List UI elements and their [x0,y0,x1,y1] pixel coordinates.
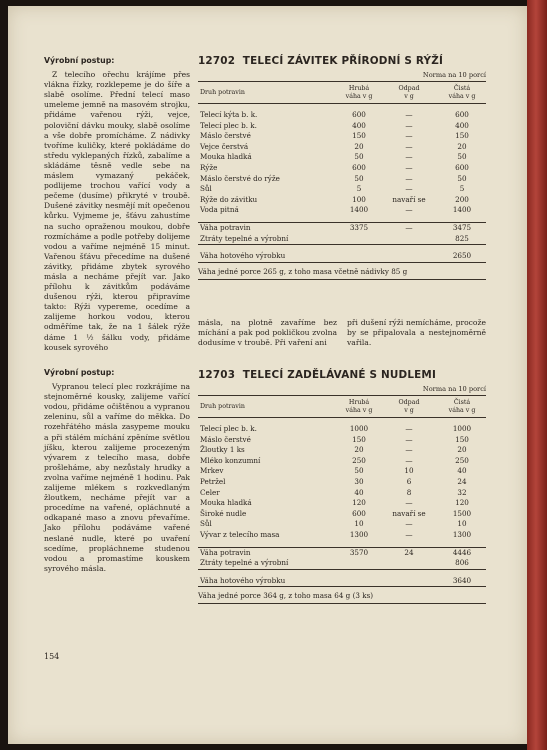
method-title: Výrobní postup: [44,368,115,377]
ingredients-table [198,395,486,587]
total-row: Váha potravin 3375 — 3475 [198,222,486,233]
losses-row: Ztráty tepelné a výrobní 806 [198,558,486,569]
table-row: Telecí plec b. k. 1000 — 1000 [200,424,472,433]
col-net: Čistá váha v g [438,396,486,418]
col-name: Druh potravin [198,396,338,418]
table-row: Máslo čerstvé 150 — 150 [200,131,469,141]
table-row: Sůl 10 — 10 [200,519,467,529]
col-waste: Odpad v g [380,396,438,418]
table-row: Široké nudle 600 navaří se 1500 [200,508,472,518]
table-row: Voda pitná 1400 — 1400 [200,205,472,215]
losses-row: Ztráty tepelné a výrobní 825 [198,234,486,245]
ingredients-table [198,81,486,263]
book-spine [527,0,547,750]
table-row: Máslo čerstvé do rýže 50 — 50 [200,173,467,183]
table-row: Mléko konzumní 250 — 250 [200,455,469,465]
portion-note: Váha jedné porce 265 g, z toho masa včetně nádivky 85 g [198,267,486,280]
col-gross: Hrubá váha v g [338,396,380,418]
table-row: Mrkev 50 10 40 [200,466,467,476]
method-text: Z telecího ořechu krájíme přes vlákna řízky, rozklepeme je do šíře a slabě osolíme. Přední telecí maso umeleme jemně na masovém strojku, přidáme vařenou rýži, vejce, poloviční dávku mouky, slabě osolíme a vše dobře promícháme. Z nádivky tvoříme kuličky, které pokládáme do středu vyklepaných řízků, zabalíme a skládáme těsně vedle sebe na máslem vymazaný pekáček, podlijeme trochou vařící vody a pečeme (dusíme) přikryté v troubě. Dušené závitky nesmějí mít opečenou kůrku. Vyjmeme je, šťávu zahustíme na sucho opraženou moukou, dobře rozmícháme a podle potřeby dolijeme vodou a vaříme nejméně 15 minut. Vařenou šťávu přecedíme na dušené závitky, přidáme zbytek syrového másla a necháme přejít var. Jako přílohu k závitkům podáváme dušenou rýži, kterou připravíme takto: Rýži vypereme, ocedíme a zalijeme horkou vodou, kterou odměříme tak, že na 1 šálek rýže dáme 1 ½ šálku vody, přidáme kousek syrového [44,70,190,352]
table-row: Celer 40 8 32 [200,487,467,497]
table-row: Žloutky 1 ks 20 — 20 [200,445,467,455]
recipe-title: 12702 TELECÍ ZÁVITEK PŘÍRODNÍ S RÝŽÍ [198,55,444,67]
method-title: Výrobní postup: [44,56,115,65]
table-row: Petržel 30 6 24 [200,476,467,486]
method-text: Vypranou telecí plec rozkrájíme na stejnoměrné kousky, zalijeme vařící vodou, přidáme očištěnou a vypranou zeleninu, sůl a vaříme do měkka. Do rozehřátého másla zasypeme mouku a při stálém míchání zpěníme světlou jíšku, kterou zalijeme procezeným vývarem z telecího masa, dobře prošleháme, aby nezůstaly hrudky a zvolna vaříme nejméně 1 hodinu. Pak zalijeme mlékem s rozkvedlaným žloutkem, necháme přejít var a procedíme na vařené, opláchnuté a odkapané maso a znovu převaříme. Jako přílohu podáváme vařené neslané nudle, které po uvaření scedíme, propláchneme studenou vodou a promastíme kouskem syrového másla. [44,382,190,573]
table-row: Rýže 600 — 600 [200,162,469,172]
col-net: Čistá váha v g [438,82,486,104]
total-row: Váha potravin 3570 24 4446 [198,547,486,558]
table-row: Mouka hladká 120 — 120 [200,498,469,508]
table-row: Rýže do závitku 100 navaří se 200 [200,194,469,204]
col-gross: Hrubá váha v g [338,82,380,104]
method-section-2 [44,368,190,574]
col-name: Druh potravin [198,82,338,104]
continuation-right: při dušení rýži nemícháme, procože by se připalovala a nestejnoměrně vařila. [347,318,486,348]
table-row: Sůl 5 — 5 [200,184,465,194]
method-continuation [198,318,486,348]
recipe-title: 12703 TELECÍ ZADĚLÁVANÉ S NUDLEMI [198,369,437,381]
norma-label: Norma na 10 porcí [422,385,486,393]
table-header [198,396,486,418]
table-header [198,82,486,104]
col-waste: Odpad v g [380,82,438,104]
table-row: Mouka hladká 50 — 50 [200,152,467,162]
page-number: 154 [44,652,60,661]
final-row: Váha hotového výrobku 2650 [198,251,486,262]
recipe-12703 [198,369,486,604]
final-row: Váha hotového výrobku 3640 [198,576,486,587]
method-section-1 [44,56,190,353]
table-row: Máslo čerstvé 150 — 150 [200,434,469,444]
table-row: Vejce čerstvá 20 — 20 [200,141,467,151]
table-row: Vývar z telecího masa 1300 — 1300 [200,529,472,539]
norma-label: Norma na 10 porcí [422,71,486,79]
portion-note: Váha jedné porce 364 g, z toho masa 64 g (3 ks) [198,591,486,604]
table-row: Telecí plec b. k. 400 — 400 [200,120,469,130]
recipe-12702 [198,55,486,280]
continuation-left: másla, na plotně zavaříme bez míchání a pak pod pokličkou zvolna dodusíme v troubě. Při vaření ani [198,318,337,348]
table-row: Telecí kýta b. k. 600 — 600 [200,110,469,119]
